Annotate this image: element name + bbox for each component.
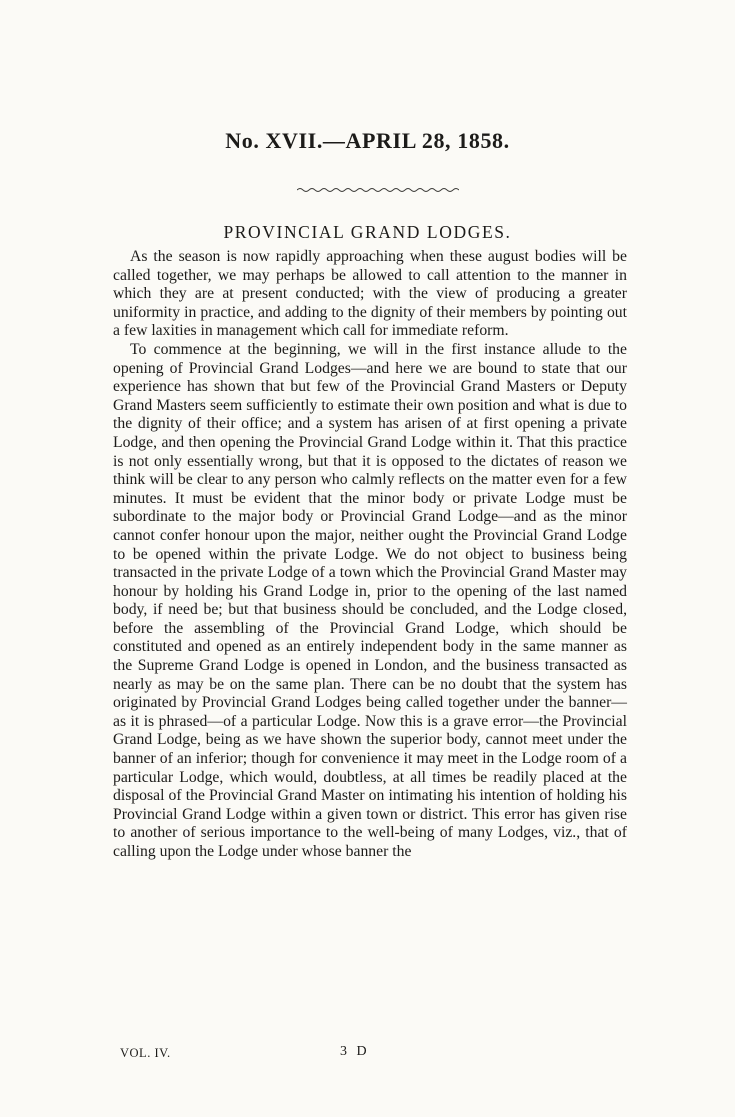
paragraph-1: As the season is now rapidly approaching when these august bodies will be called together, we may perhaps be allowed to call attention to the manner in which they are at present conducted; with the view of producing a greater uniformity in practice, and adding to the dignity of their members by pointing out a few laxities in management which call for immediate reform. — [113, 248, 627, 340]
signature-mark: 3 D — [340, 1044, 370, 1059]
section-title: PROVINCIAL GRAND LODGES. — [223, 222, 512, 242]
issue-heading: No. XVII.—APRIL 28, 1858. — [225, 128, 510, 153]
paragraph-2: To commence at the beginning, we will in the first instance allude to the opening of Provincial Grand Lodges—and here we are bound to state that our experience has shown that but few of the Provincial Grand Masters or Deputy Grand Masters seem sufficiently to estimate their own position and what is due to the dignity of their office; and a system has arisen of at first opening a private Lodge, and then opening the Provincial Grand Lodge within it. That this practice is not only essentially wrong, but that it is opposed to the dictates of reason we think will be clear to any person who calmly reflects on the matter even for a few minutes. It must be evident that the minor body or private Lodge must be subordinate to the major body or Provincial Grand Lodge—and as the minor cannot confer honour upon the major, neither ought the Provincial Grand Lodge to be opened within the private Lodge. We do not object to business being transacted in the private Lodge of a town which the Provincial Grand Master may honour by holding his Grand Lodge in, prior to the opening of the last named body, if need be; but that business should be concluded, and the Lodge closed, before the assembling of the Provincial Grand Lodge, which should be constituted and opened as an entirely independent body in the same manner as the Supreme Grand Lodge is opened in London, and the business transacted as nearly as may be on the same plan. There can be no doubt that the system has originated by Provincial Grand Lodges being called together under the banner—as it is phrased—of a particular Lodge. Now this is a grave error—the Provincial Grand Lodge, being as we have shown the superior body, cannot meet under the banner of an inferior; though for convenience it may meet in the Lodge room of a particular Lodge, which would, doubtless, at all times be readily placed at the disposal of the Provincial Grand Master on intimating his intention of holding his Provincial Grand Lodge within a given town or district. This error has given rise to another of serious importance to the well-being of many Lodges, viz., that of calling upon the Lodge under whose banner the — [113, 340, 627, 860]
article-body — [113, 248, 627, 862]
volume-footer: VOL. IV. — [120, 1046, 171, 1060]
ornamental-wavy-rule — [297, 185, 459, 195]
